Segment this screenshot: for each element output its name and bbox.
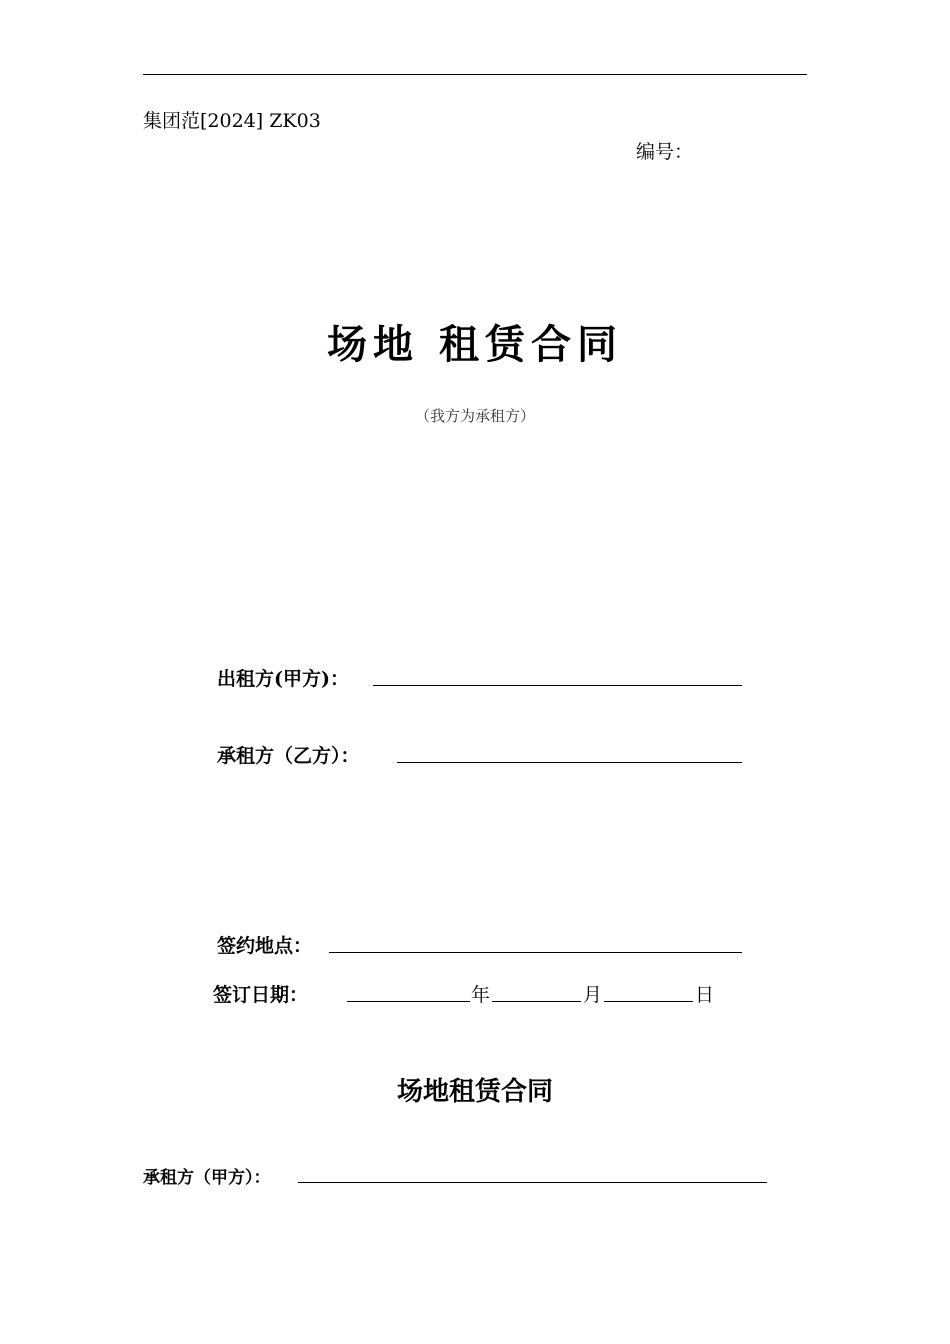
sign-date-label: 签订日期： <box>213 984 309 1006</box>
year-label: 年 <box>471 984 491 1006</box>
document-code: 集团范[2024] ZK03 <box>143 110 321 132</box>
day-blank-line[interactable] <box>604 1001 693 1002</box>
sign-place-blank-line[interactable] <box>329 952 742 953</box>
month-blank-line[interactable] <box>492 1001 581 1002</box>
lessor-blank-line[interactable] <box>373 685 742 686</box>
party-a-label: 承租方（甲方）： <box>143 1168 271 1188</box>
contract-heading: 场地租赁合同 <box>396 1077 553 1107</box>
sign-place-label: 签约地点： <box>217 935 313 957</box>
lessor-label: 出租方(甲方)： <box>217 668 349 690</box>
cover-title: 场地 租赁合同 <box>327 321 623 368</box>
cover-subtitle: （我方为承租方） <box>414 407 535 425</box>
top-rule <box>143 74 807 75</box>
party-a-blank-line[interactable] <box>298 1182 767 1183</box>
lessee-blank-line[interactable] <box>397 762 742 763</box>
day-label: 日 <box>695 984 715 1006</box>
document-number-label: 编号： <box>636 141 694 163</box>
month-label: 月 <box>583 984 603 1006</box>
year-blank-line[interactable] <box>347 1001 470 1002</box>
lessee-label: 承租方（乙方）： <box>217 745 360 767</box>
